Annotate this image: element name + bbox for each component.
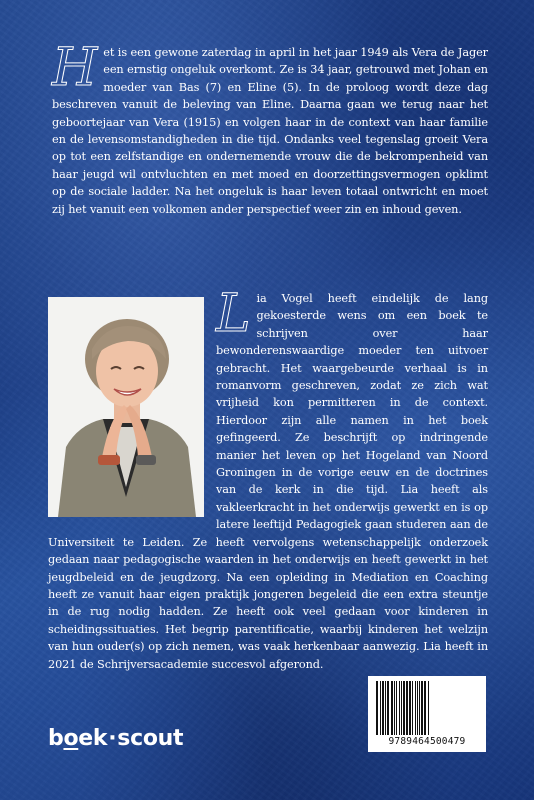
barcode-bar	[399, 681, 400, 735]
barcode-bar	[387, 681, 389, 735]
synopsis-text: et is een gewone zaterdag in april in het jaar 1949 als Vera de Jager een ernstig ongeluk overkomt. Ze is 34 jaar, getrouwd met Johan en moeder van Bas (7) en Eline (5). In de proloog wordt deze dag beschreven vanuit de beleving van Eline. Daarna gaan we terug naar het geboortejaar van Vera (1915) en volgen haar in de context van haar familie en de levensomstandigheden in die tijd. Ondanks veel tegenslag groeit Vera op tot een zelfstandige en ondernemende vrouw die de bekrompenheid van haar jeugd wil ontvluchten en met moed en doorzettingsvermogen opklimt op de sociale ladder. Na het ongeluk is haar leven totaal ontwricht en moet zij het vanuit een volkomen ander perspectief weer zin en inhoud geven.	[52, 46, 488, 216]
barcode-bar	[401, 681, 402, 735]
publisher-logo-part2: o	[63, 726, 79, 751]
synopsis-paragraph	[52, 38, 488, 218]
synopsis-dropcap: H	[52, 38, 98, 98]
barcode-bar	[396, 681, 397, 735]
author-bio-text: ia Vogel heeft eindelijk de lang gekoesterde wens om een boek te schrijven over haar bewonderenswaardige moeder ten uitvoer gebracht. Het waargebeurde verhaal is in romanvorm geschreven, zodat ze zich wat vrijheid kon permitteren in de context. Hierdoor zijn alle namen in het boek gefingeerd. Ze beschrijft op indringende manier het leven op het Hogeland van Noord Groningen in de vorige eeuw en de doctrines van de kerk in die tijd. Lia heeft als vakleerkracht in het onderwijs gewerkt en is op latere leeftijd Pedagogiek gaan studeren aan de Universiteit te Leiden. Ze heeft vervolgens wetenschappelijk onderzoek gedaan naar pedagogische waarden in het onderwijs en heeft gewerkt in het jeugdbeleid en de jeugdzorg. Na een opleiding in Mediation en Coaching heeft ze vanuit haar eigen praktijk jongeren begeleid die een extra steuntje in de rug nodig hadden. Ze heeft ook veel gedaan voor kinderen in scheidingssituaties. Het begrip parentificatie, waarbij kinderen het welzijn van hun ouder(s) op zich nemen, was vaak herkenbaar aanwezig. Lia heeft in 2021 de Schrijversacademie succesvol afgerond.	[48, 292, 488, 671]
publisher-logo-separator: ·	[108, 726, 117, 751]
barcode-bar	[409, 681, 411, 735]
barcode-bar	[415, 681, 416, 735]
barcode-bar	[412, 681, 413, 735]
barcode-bar	[385, 681, 386, 735]
isbn-barcode-icon	[374, 681, 480, 735]
barcode-bar	[376, 681, 378, 735]
barcode-bar	[417, 681, 418, 735]
isbn-barcode	[368, 676, 486, 752]
publisher-logo-part4: scout	[117, 726, 184, 751]
isbn-number: 9789464500479	[388, 736, 466, 747]
barcode-bar	[428, 681, 429, 735]
barcode-bar	[391, 681, 393, 735]
publisher-logo-part1: b	[48, 726, 64, 751]
author-portrait-illustration	[48, 297, 204, 517]
barcode-bar	[424, 681, 426, 735]
barcode-bar	[403, 681, 405, 735]
author-portrait-photo	[48, 297, 204, 517]
author-bio-paragraph	[48, 284, 488, 673]
barcode-bar	[421, 681, 423, 735]
barcode-bar	[382, 681, 384, 735]
barcode-bar	[380, 681, 381, 735]
publisher-logo	[48, 726, 183, 751]
barcode-bar	[419, 681, 420, 735]
barcode-bar	[406, 681, 408, 735]
author-bio-dropcap: L	[216, 284, 251, 344]
publisher-logo-part3: ek	[78, 726, 108, 751]
barcode-bar	[394, 681, 395, 735]
